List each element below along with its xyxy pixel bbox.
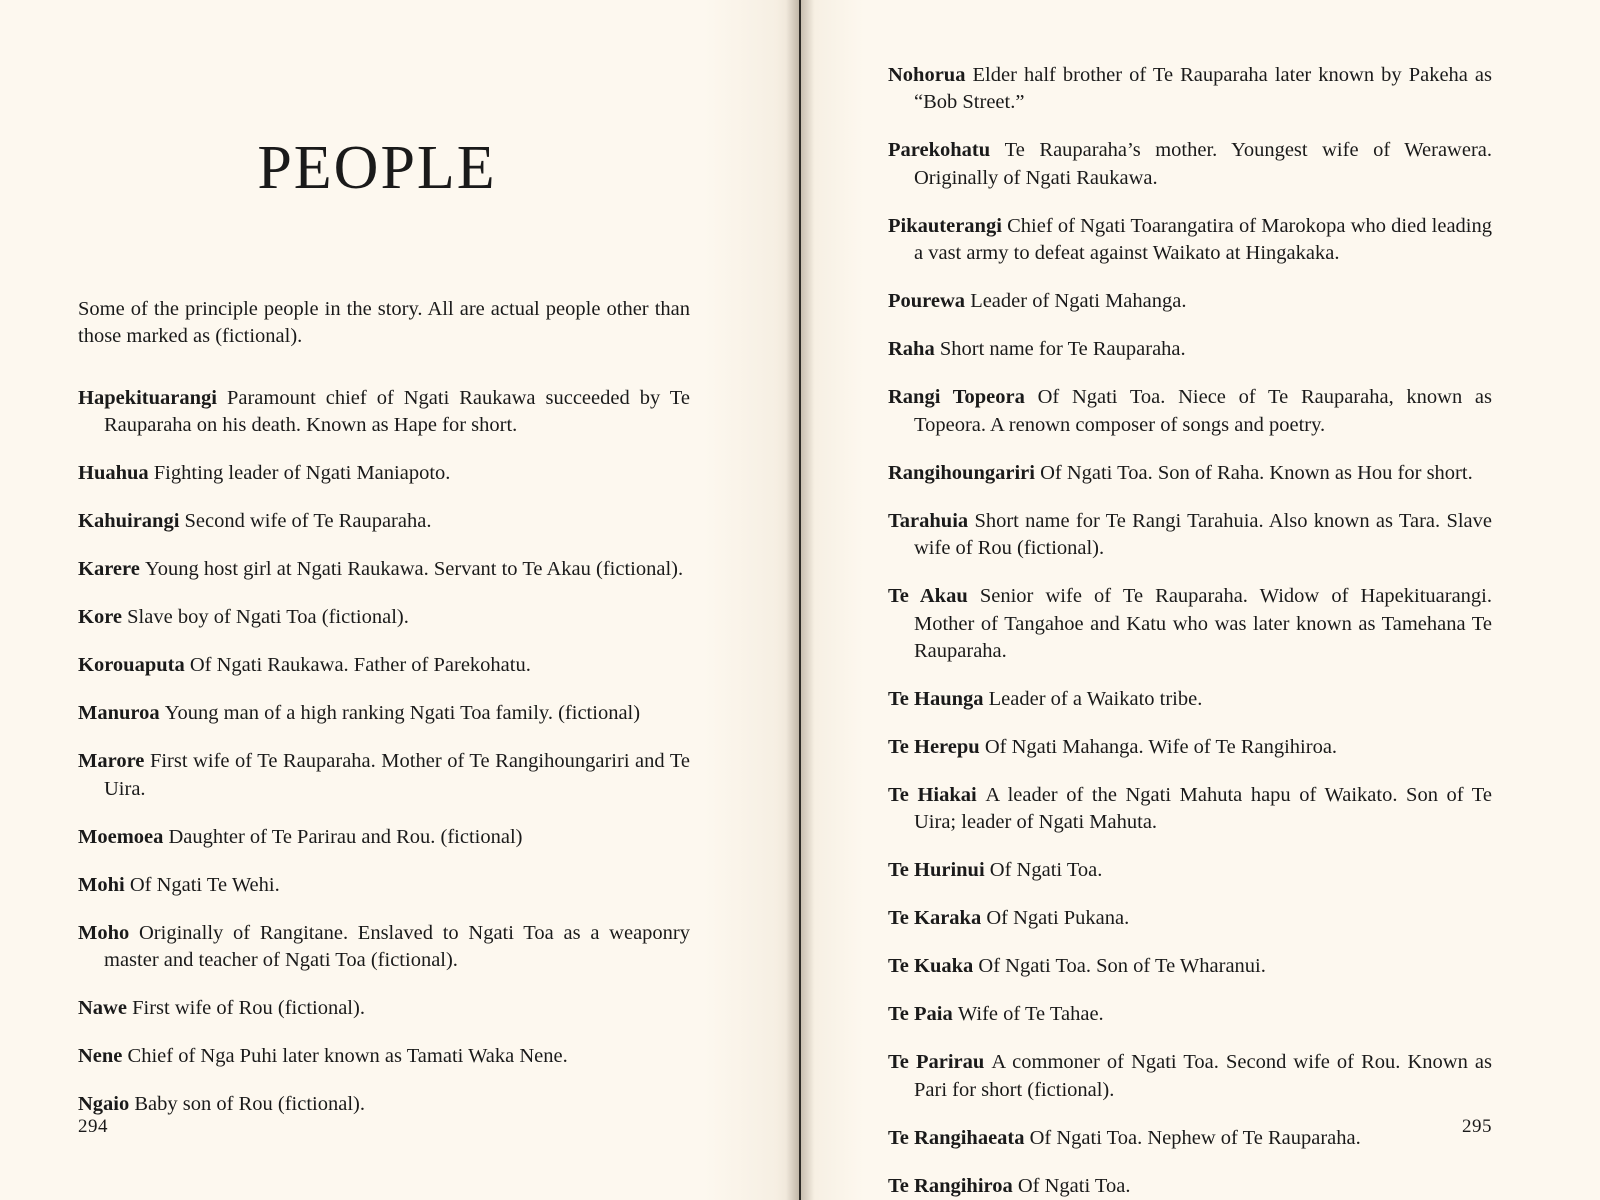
- entry-term: Manuroa: [78, 702, 160, 725]
- entry-term: Nawe: [78, 997, 127, 1019]
- entry-term: Rangihoungariri: [888, 461, 1035, 484]
- entry-text: Short name for Te Rangi Tarahuia. Also known as Tara. Slave wife of Rou (fictional).: [914, 509, 1492, 560]
- gutter-shadow-left: [786, 0, 799, 1200]
- entry-text: Slave boy of Ngati Toa (fictional).: [127, 606, 409, 629]
- list-item: [888, 857, 1492, 884]
- list-item: [888, 905, 1492, 932]
- entry-term: Te Karaka: [888, 907, 982, 930]
- entry-term: Korouaputa: [78, 654, 185, 677]
- list-item: [888, 62, 1492, 117]
- list-item: [888, 137, 1492, 192]
- entry-term: Te Rangihaeata: [888, 1126, 1025, 1149]
- list-item: [888, 336, 1492, 363]
- entry-term: Karere: [78, 558, 140, 581]
- entry-text: A leader of the Ngati Mahuta hapu of Waikato. Son of Te Uira; leader of Ngati Mahuta.: [914, 783, 1493, 834]
- list-item: [78, 460, 690, 487]
- entry-text: Second wife of Te Rauparaha.: [184, 510, 432, 533]
- entry-text: Paramount chief of Ngati Raukawa succeeded by Te Rauparaha on his death. Known as Hape for short.: [104, 386, 690, 437]
- entry-term: Mohi: [78, 873, 125, 896]
- entry-text: Of Ngati Mahanga. Wife of Te Rangihiroa.: [984, 735, 1338, 758]
- entry-text: Of Ngati Pukana.: [986, 907, 1130, 930]
- list-item: [78, 652, 690, 679]
- entry-text: A commoner of Ngati Toa. Second wife of Rou. Known as Pari for short (fictional).: [914, 1051, 1492, 1101]
- entry-term: Te Hiakai: [888, 783, 977, 806]
- entry-term: Pikauterangi: [888, 214, 1002, 237]
- entry-term: Te Haunga: [888, 688, 984, 710]
- page-title: PEOPLE: [257, 134, 497, 202]
- entry-term: Hapekituarangi: [78, 386, 217, 409]
- page-right: [800, 0, 1600, 1200]
- entry-text: Originally of Rangitane. Enslaved to Ngati Toa as a weaponry master and teacher of Ngati Toa (fictional).: [104, 921, 690, 972]
- list-item: [78, 700, 690, 727]
- book-gutter: [799, 0, 801, 1200]
- entry-term: Nohorua: [888, 64, 966, 86]
- entry-text: Short name for Te Rauparaha.: [939, 338, 1186, 361]
- list-item: [888, 782, 1492, 837]
- list-item: [78, 1091, 690, 1118]
- list-item: [888, 583, 1492, 665]
- entry-term: Kore: [78, 606, 123, 629]
- entry-text: Of Ngati Te Wehi.: [129, 873, 280, 896]
- list-item: [888, 384, 1492, 439]
- entry-text: Elder half brother of Te Rauparaha later known by Pakeha as “Bob Street.”: [914, 64, 1493, 114]
- list-item: [888, 1173, 1492, 1200]
- entry-term: Tarahuia: [888, 509, 969, 532]
- entry-text: Leader of Ngati Mahanga.: [970, 290, 1187, 313]
- list-item: [78, 872, 690, 899]
- entry-text: Chief of Nga Puhi later known as Tamati Waka Nene.: [127, 1044, 568, 1067]
- entry-term: Te Akau: [888, 585, 968, 608]
- entry-term: Te Herepu: [888, 735, 980, 758]
- list-item: [888, 686, 1492, 713]
- entry-term: Te Kuaka: [888, 955, 974, 978]
- entry-text: Of Ngati Toa. Son of Te Wharanui.: [978, 955, 1266, 978]
- list-item: [78, 748, 690, 803]
- entry-term: Huahua: [78, 462, 149, 485]
- entry-text: Daughter of Te Parirau and Rou. (fictional): [168, 825, 523, 848]
- list-item: [888, 1001, 1492, 1028]
- list-item: [78, 508, 690, 535]
- entry-text: Of Ngati Raukawa. Father of Parekohatu.: [189, 654, 531, 677]
- glossary-list-right: [888, 62, 1492, 1200]
- gutter-shadow-right: [801, 0, 814, 1200]
- entry-text: Of Ngati Toa. Son of Raha. Known as Hou for short.: [1040, 461, 1473, 484]
- entry-text: Senior wife of Te Rauparaha. Widow of Hapekituarangi. Mother of Tangahoe and Katu who was later known as Tamehana Te Rauparaha.: [914, 585, 1492, 663]
- entry-text: First wife of Rou (fictional).: [132, 997, 365, 1019]
- entry-term: Te Paia: [888, 1003, 953, 1026]
- entry-text: Of Ngati Toa. Nephew of Te Rauparaha.: [1029, 1126, 1361, 1149]
- page-number-left: 294: [78, 1116, 108, 1137]
- entry-term: Ngaio: [78, 1092, 130, 1115]
- list-item: [78, 1043, 690, 1070]
- entry-text: Fighting leader of Ngati Maniapoto.: [153, 462, 451, 485]
- entry-term: Moho: [78, 921, 130, 944]
- entry-term: Raha: [888, 338, 935, 361]
- list-item: [78, 604, 690, 631]
- entry-text: Chief of Ngati Toarangatira of Marokopa who died leading a vast army to defeat against Waikato at Hingakaka.: [914, 214, 1493, 265]
- list-item: [78, 995, 690, 1022]
- list-item: [888, 213, 1492, 268]
- entry-term: Parekohatu: [888, 139, 991, 162]
- list-item: [78, 920, 690, 975]
- page-number-right: 295: [1462, 1116, 1492, 1137]
- entry-text: Of Ngati Toa.: [1017, 1174, 1131, 1197]
- entry-text: Leader of a Waikato tribe.: [988, 688, 1203, 710]
- entry-text: Young man of a high ranking Ngati Toa family. (fictional): [164, 702, 641, 725]
- entry-term: Kahuirangi: [78, 510, 180, 533]
- intro-paragraph: Some of the principle people in the story. All are actual people other than those marked as (fictional).: [78, 298, 690, 348]
- entry-term: Pourewa: [888, 290, 966, 313]
- list-item: [888, 288, 1492, 315]
- entry-term: Te Parirau: [888, 1051, 985, 1074]
- list-item: [78, 385, 690, 440]
- list-item: [888, 1125, 1492, 1152]
- entry-text: Baby son of Rou (fictional).: [134, 1092, 365, 1115]
- glossary-list-left: [78, 385, 690, 1118]
- entry-text: Wife of Te Tahae.: [957, 1003, 1104, 1026]
- list-item: [888, 508, 1492, 563]
- list-item: [888, 1049, 1492, 1104]
- list-item: [78, 556, 690, 583]
- list-item: [888, 953, 1492, 980]
- entry-term: Te Rangihiroa: [888, 1174, 1013, 1197]
- list-item: [888, 460, 1492, 487]
- entry-term: Rangi Topeora: [888, 386, 1025, 409]
- list-item: [78, 824, 690, 851]
- entry-term: Te Hurinui: [888, 859, 985, 882]
- entry-text: Young host girl at Ngati Raukawa. Servant to Te Akau (fictional).: [144, 558, 684, 581]
- entry-text: Te Rauparaha’s mother. Youngest wife of Werawera. Originally of Ngati Raukawa.: [914, 139, 1492, 189]
- entry-text: First wife of Te Rauparaha. Mother of Te Rangihoungariri and Te Uira.: [104, 750, 691, 800]
- list-item: [888, 734, 1492, 761]
- entry-text: Of Ngati Toa. Niece of Te Rauparaha, known as Topeora. A renown composer of songs and poetry.: [914, 386, 1493, 436]
- entry-term: Moemoea: [78, 825, 164, 848]
- entry-term: Marore: [78, 750, 145, 773]
- entry-term: Nene: [78, 1044, 123, 1067]
- entry-text: Of Ngati Toa.: [989, 859, 1103, 882]
